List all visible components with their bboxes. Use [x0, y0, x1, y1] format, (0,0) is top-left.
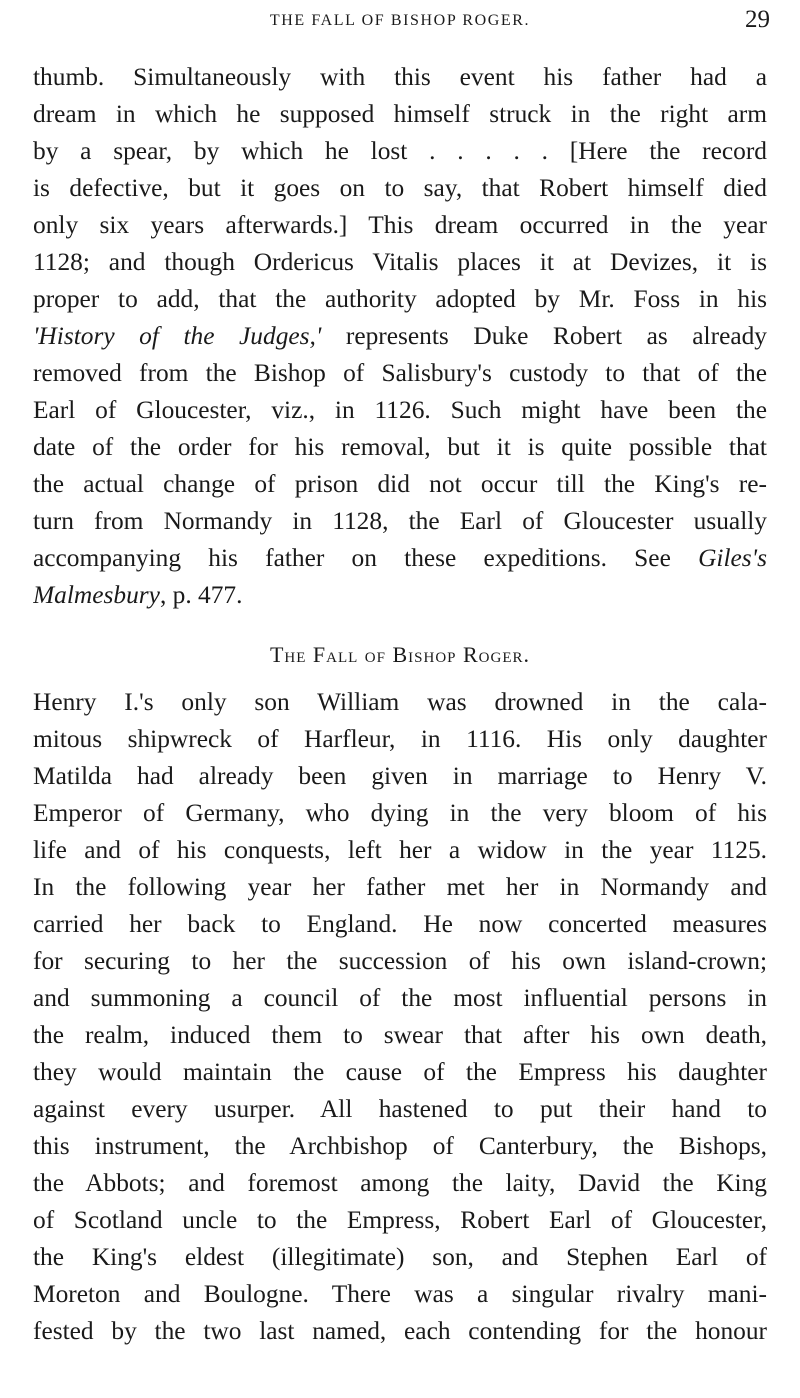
text-line: In the following year her father met her in Normandy and — [33, 873, 767, 901]
page-number: 29 — [745, 6, 770, 33]
text-line: the realm, induced them to swear that after his own death, — [33, 1021, 767, 1049]
text-line: turn from Normandy in 1128, the Earl of Gloucester usually — [33, 507, 767, 535]
text-line-with-italic — [33, 577, 767, 614]
text-line: by a spear, by which he lost . . . . . [Here the record — [33, 137, 767, 165]
text-line: fested by the two last named, each contending for the honour — [33, 1317, 767, 1345]
text-line: dream in which he supposed himself struck in the right arm — [33, 100, 767, 128]
text-line: only six years afterwards.] This dream occurred in the year — [33, 211, 767, 239]
text-line: and summoning a council of the most influential persons in — [33, 984, 767, 1012]
text-line: 1128; and though Ordericus Vitalis places it at Devizes, it is — [33, 248, 767, 276]
text-line: Emperor of Germany, who dying in the very bloom of his — [33, 799, 767, 827]
text-line: against every usurper. All hastened to put their hand to — [33, 1095, 767, 1123]
text-line: Henry I.'s only son William was drowned in the cala- — [33, 688, 767, 716]
text-line: Matilda had already been given in marriage to Henry V. — [33, 762, 767, 790]
text-line-with-italic — [33, 318, 767, 355]
italic-title-giles: Giles's — [698, 544, 767, 572]
text-line: life and of his conquests, left her a widow in the year 1125. — [33, 836, 767, 864]
main-paragraph — [33, 684, 767, 1350]
text-line: for securing to her the succession of his own island-crown; — [33, 947, 767, 975]
text-line: removed from the Bishop of Salisbury's custody to that of the — [33, 359, 767, 387]
text-line: thumb. Simultaneously with this event his father had a — [33, 63, 767, 91]
text-line: date of the order for his removal, but it is quite possible that — [33, 433, 767, 461]
text-line-with-italic — [33, 540, 767, 577]
text-line: they would maintain the cause of the Empress his daughter — [33, 1058, 767, 1086]
text-line: Earl of Gloucester, viz., in 1126. Such might have been the — [33, 396, 767, 424]
text-fragment: represents Duke Robert as already — [345, 322, 767, 350]
text-line: Moreton and Boulogne. There was a singular rivalry mani- — [33, 1280, 767, 1308]
text-line: is defective, but it goes on to say, that Robert himself died — [33, 174, 767, 202]
text-line: this instrument, the Archbishop of Canterbury, the Bishops, — [33, 1132, 767, 1160]
text-fragment: , p. 477. — [159, 581, 243, 609]
text-line: proper to add, that the authority adopted by Mr. Foss in his — [33, 285, 767, 313]
text-line: of Scotland uncle to the Empress, Robert Earl of Gloucester, — [33, 1206, 767, 1234]
text-line: carried her back to England. He now concerted measures — [33, 910, 767, 938]
text-line: the actual change of prison did not occur till the King's re- — [33, 470, 767, 498]
italic-title-malmesbury: Malmesbury — [33, 581, 160, 609]
text-fragment: accompanying his father on these expeditions. See — [33, 544, 671, 572]
running-title: THE FALL OF BISHOP ROGER. — [269, 12, 531, 29]
section-heading: The Fall of Bishop Roger. — [269, 642, 531, 667]
intro-paragraph — [33, 59, 767, 614]
text-line: the Abbots; and foremost among the laity, David the King — [33, 1169, 767, 1197]
text-line: mitous shipwreck of Harfleur, in 1116. His only daughter — [33, 725, 767, 753]
italic-title-history-of-the-judges: 'History of the Judges,' — [33, 322, 322, 350]
text-line: the King's eldest (illegitimate) son, and Stephen Earl of — [33, 1243, 767, 1271]
running-head — [30, 8, 770, 38]
